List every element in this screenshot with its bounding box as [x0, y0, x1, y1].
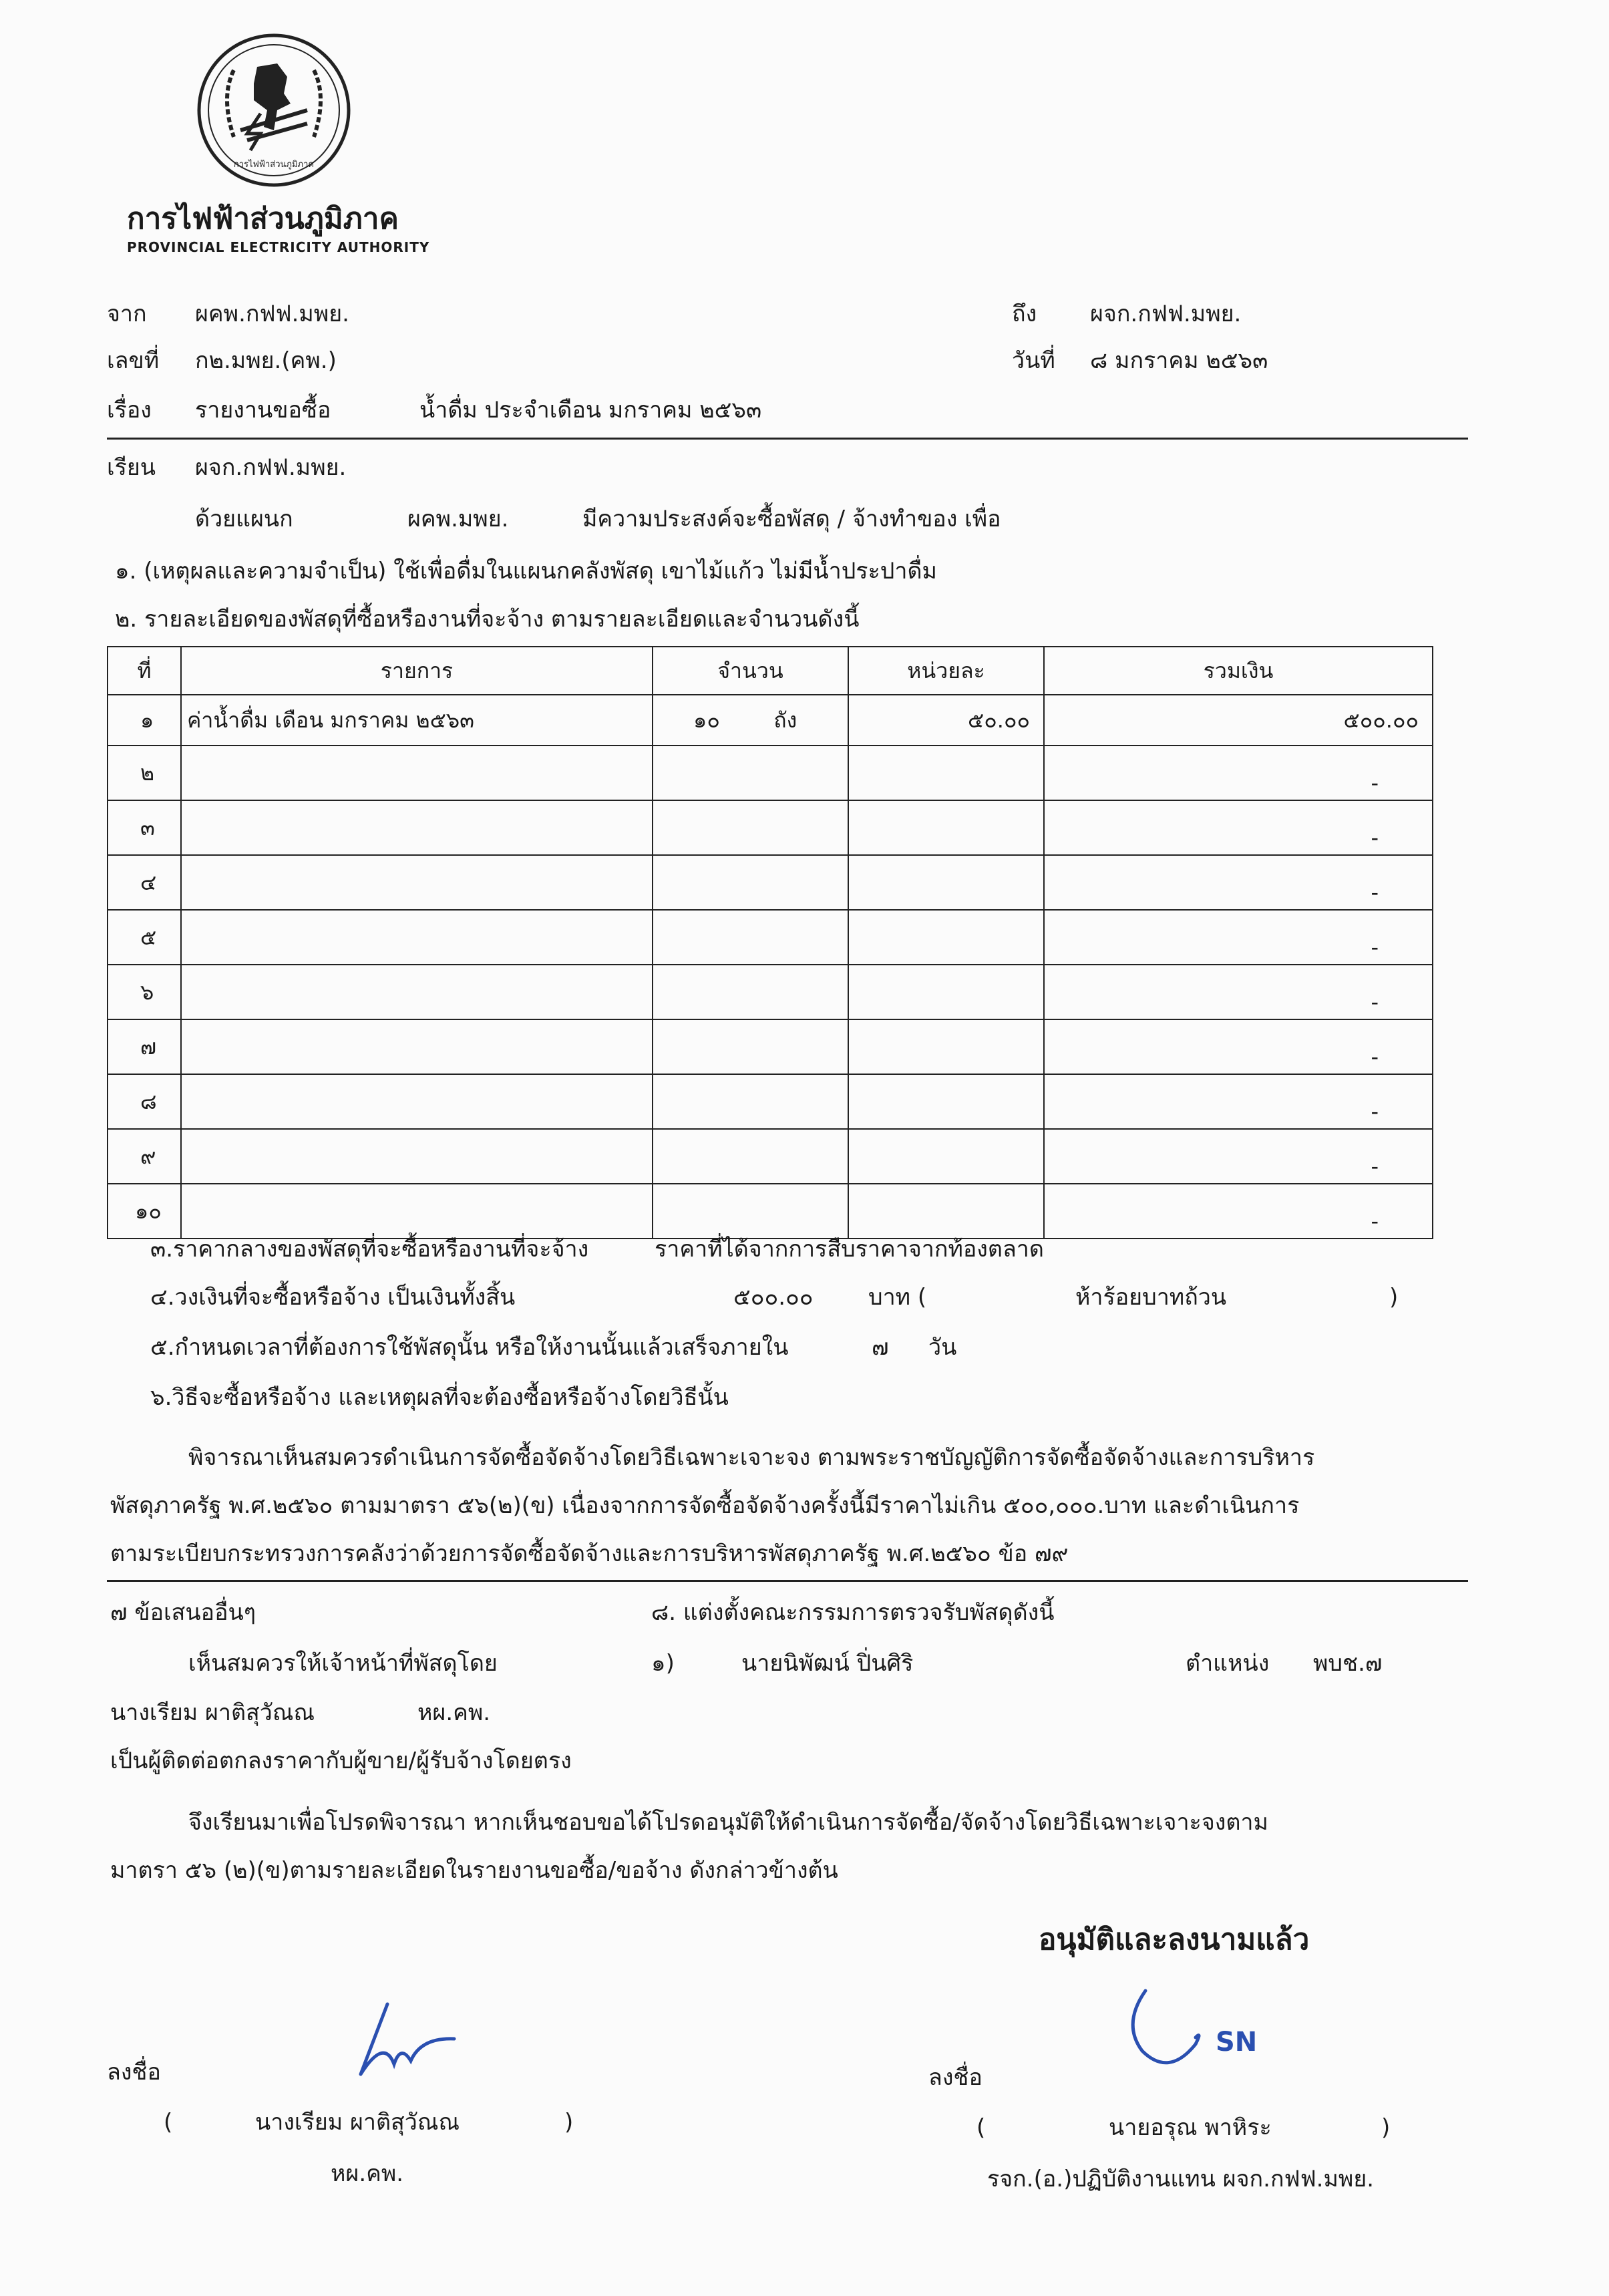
method-line-3: ตามระเบียบกระทรวงการคลังว่าด้วยการจัดซื้อจัดจ้างและการบริหารพัสดุภาครัฐ พ.ศ.๒๕๖๐ ข้อ ๗๙	[110, 1540, 1069, 1567]
row-qty	[653, 1074, 848, 1129]
row-qty	[653, 910, 848, 965]
committee-no: ๑)	[651, 1650, 675, 1677]
row-total: -	[1044, 746, 1433, 800]
closing-line-1: จึงเรียนมาเพื่อโปรดพิจารณา หากเห็นชอบขอได้โปรดอนุมัติให้ดำเนินการจัดซื้อ/จัดจ้างโดยวิธีเฉพาะเจาะจงตาม	[188, 1809, 1268, 1836]
row-qty	[653, 746, 848, 800]
section-rule	[107, 1580, 1468, 1582]
from-value: ผคพ.กฟฟ.มพย.	[195, 301, 349, 327]
date-label: วันที่	[1012, 347, 1055, 374]
seal-text: การไฟฟ้าส่วนภูมิภาค	[233, 160, 315, 170]
deadline-days: ๗	[872, 1334, 889, 1361]
row-no: ๑๐	[108, 1184, 181, 1239]
row-qty	[653, 800, 848, 855]
left-sign-close: )	[564, 2109, 574, 2136]
committee-position-value: พบช.๗	[1313, 1650, 1383, 1677]
row-unit-price	[848, 855, 1044, 910]
row-total: ๕๐๐.๐๐	[1044, 695, 1433, 746]
method-label: ๖.วิธีจะซื้อหรือจ้าง และเหตุผลที่จะต้องซื้อหรือจ้างโดยวิธีนั้น	[150, 1384, 729, 1411]
row-item	[181, 910, 653, 965]
method-line-2: พัสดุภาครัฐ พ.ศ.๒๕๖๐ ตามมาตรา ๕๖(๒)(ข) เนื่องจากการจัดซื้อจัดจ้างครั้งนี้มีราคาไม่เกิน ๕๐๐,๐๐๐.บาท และดำเนินการ	[110, 1492, 1300, 1519]
row-no: ๘	[108, 1074, 181, 1129]
org-name-thai: การไฟฟ้าส่วนภูมิภาค	[127, 202, 399, 236]
col-header-unit-price: หน่วยละ	[848, 647, 1044, 695]
method-line-1: พิจารณาเห็นสมควรดำเนินการจัดซื้อจัดจ้างโดยวิธีเฉพาะเจาะจง ตามพระราชบัญญัติการจัดซื้อจัดจ้างและการบริหาร	[188, 1444, 1315, 1471]
proposal-officer-name: นางเรียม ผาติสุวัณณ	[110, 1699, 315, 1726]
left-signature	[347, 1997, 468, 2084]
row-no: ๗	[108, 1019, 181, 1074]
row-unit-price: ๕๐.๐๐	[848, 695, 1044, 746]
row-total: -	[1044, 1019, 1433, 1074]
row-no: ๔	[108, 855, 181, 910]
dear-value: ผจก.กฟฟ.มพย.	[195, 454, 347, 481]
right-sign-close: )	[1381, 2114, 1391, 2141]
subject-detail: น้ำดื่ม ประจำเดือน มกราคม ๒๕๖๓	[419, 397, 762, 424]
row-qty	[653, 1184, 848, 1239]
subject-value: รายงานขอซื้อ	[195, 397, 331, 424]
table-row	[108, 1019, 1433, 1074]
median-price-label: ๓.ราคากลางของพัสดุที่จะซื้อหรืองานที่จะจ้าง	[150, 1236, 589, 1263]
doc-no-value: ก๒.มพย.(คพ.)	[195, 347, 337, 374]
row-qty	[653, 1019, 848, 1074]
org-name-english: PROVINCIAL ELECTRICITY AUTHORITY	[127, 239, 430, 255]
doc-no-label: เลขที่	[107, 347, 160, 374]
col-header-total: รวมเงิน	[1044, 647, 1433, 695]
table-row	[108, 800, 1433, 855]
from-label: จาก	[107, 301, 147, 327]
row-item	[181, 1129, 653, 1184]
right-sign-open: (	[976, 2114, 986, 2141]
header-rule	[107, 438, 1468, 440]
col-header-item: รายการ	[181, 647, 653, 695]
budget-label: ๔.วงเงินที่จะซื้อหรือจ้าง เป็นเงินทั้งสิ้น	[150, 1284, 516, 1311]
row-qty-unit: ถัง	[773, 707, 797, 733]
row-qty	[653, 965, 848, 1019]
approved-heading: อนุมัติและลงนามแล้ว	[1039, 1923, 1310, 1957]
budget-words: ห้าร้อยบาทถ้วน	[1075, 1284, 1227, 1311]
row-unit-price	[848, 746, 1044, 800]
row-total: -	[1044, 1074, 1433, 1129]
row-qty	[653, 695, 848, 746]
pea-seal-logo	[194, 30, 354, 190]
to-value: ผจก.กฟฟ.มพย.	[1090, 301, 1242, 327]
row-no: ๖	[108, 965, 181, 1019]
row-unit-price	[848, 965, 1044, 1019]
right-sign-label: ลงชื่อ	[928, 2064, 982, 2091]
row-item	[181, 1074, 653, 1129]
proposal-line-3: เป็นผู้ติดต่อตกลงราคากับผู้ขาย/ผู้รับจ้างโดยตรง	[110, 1748, 572, 1774]
items-table	[107, 646, 1433, 1239]
row-unit-price	[848, 1074, 1044, 1129]
row-no: ๓	[108, 800, 181, 855]
row-unit-price	[848, 1184, 1044, 1239]
table-row	[108, 1184, 1433, 1239]
row-qty	[653, 855, 848, 910]
table-row	[108, 1129, 1433, 1184]
row-unit-price	[848, 800, 1044, 855]
row-item: ค่าน้ำดื่ม เดือน มกราคม ๒๕๖๓	[181, 695, 653, 746]
table-row	[108, 855, 1433, 910]
row-no: ๒	[108, 746, 181, 800]
right-sign-name: นายอรุณ พาหิระ	[1109, 2114, 1272, 2141]
budget-baht-open: บาท (	[868, 1284, 927, 1311]
table-row	[108, 695, 1433, 746]
row-total: -	[1044, 910, 1433, 965]
col-header-no: ที่	[108, 647, 181, 695]
dept-value: ผคพ.มพย.	[407, 506, 509, 532]
row-total: -	[1044, 1129, 1433, 1184]
deadline-unit: วัน	[928, 1334, 957, 1361]
row-total: -	[1044, 855, 1433, 910]
row-qty	[653, 1129, 848, 1184]
to-label: ถึง	[1012, 301, 1037, 327]
median-price-value: ราคาที่ได้จากการสืบราคาจากท้องตลาด	[655, 1236, 1044, 1263]
table-header-row	[108, 647, 1433, 695]
committee-position-label: ตำแหน่ง	[1186, 1650, 1270, 1677]
col-header-qty: จำนวน	[653, 647, 848, 695]
left-sign-label: ลงชื่อ	[107, 2059, 161, 2086]
table-row	[108, 910, 1433, 965]
subject-label: เรื่อง	[107, 397, 152, 424]
row-item	[181, 800, 653, 855]
row-no: ๙	[108, 1129, 181, 1184]
table-row	[108, 746, 1433, 800]
committee-label: ๘. แต่งตั้งคณะกรรมการตรวจรับพัสดุดังนี้	[651, 1599, 1055, 1626]
other-proposal-label: ๗ ข้อเสนออื่นๆ	[110, 1599, 256, 1626]
budget-close: )	[1389, 1284, 1399, 1311]
row-total: -	[1044, 1184, 1433, 1239]
row-item	[181, 855, 653, 910]
left-sign-open: (	[164, 2109, 173, 2136]
budget-amount: ๕๐๐.๐๐	[733, 1284, 814, 1311]
dear-label: เรียน	[107, 454, 156, 481]
left-sign-title: หผ.คพ.	[331, 2160, 404, 2187]
row-item	[181, 965, 653, 1019]
row-unit-price	[848, 1129, 1044, 1184]
table-row	[108, 1074, 1433, 1129]
row-item	[181, 1184, 653, 1239]
committee-name: นายนิพัฒน์ ปิ่นศิริ	[741, 1650, 914, 1677]
row-total: -	[1044, 965, 1433, 1019]
row-total: -	[1044, 800, 1433, 855]
details-line: ๒. รายละเอียดของพัสดุที่ซื้อหรืองานที่จะจ้าง ตามรายละเอียดและจำนวนดังนี้	[115, 606, 860, 633]
proposal-officer-position: หผ.คพ.	[417, 1699, 491, 1726]
row-item	[181, 1019, 653, 1074]
row-item	[181, 746, 653, 800]
row-no: ๑	[108, 695, 181, 746]
row-qty-value: ๑๐	[693, 707, 720, 733]
row-unit-price	[848, 1019, 1044, 1074]
right-sign-title: รจก.(อ.)ปฏิบัติงานแทน ผจก.กฟฟ.มพย.	[987, 2166, 1375, 2192]
dept-label: ด้วยแผนก	[195, 506, 293, 532]
dept-purpose: มีความประสงค์จะซื้อพัสดุ / จ้างทำของ เพื่อ	[582, 506, 1001, 532]
row-no: ๕	[108, 910, 181, 965]
row-unit-price	[848, 910, 1044, 965]
date-value: ๘ มกราคม ๒๕๖๓	[1090, 347, 1268, 374]
right-signature-initials: SN	[1216, 2027, 1258, 2058]
right-signature	[1122, 1977, 1282, 2084]
left-sign-name: นางเรียม ผาติสุวัณณ	[255, 2109, 460, 2136]
proposal-line-1: เห็นสมควรให้เจ้าหน้าที่พัสดุโดย	[188, 1650, 498, 1677]
deadline-label: ๕.กำหนดเวลาที่ต้องการใช้พัสดุนั้น หรือให้งานนั้นแล้วเสร็จภายใน	[150, 1334, 789, 1361]
table-row	[108, 965, 1433, 1019]
reason-line: ๑. (เหตุผลและความจำเป็น) ใช้เพื่อดื่มในแผนกคลังพัสดุ เขาไม้แก้ว ไม่มีน้ำประปาดื่ม	[115, 558, 937, 585]
closing-line-2: มาตรา ๕๖ (๒)(ข)ตามรายละเอียดในรายงานขอซื้อ/ขอจ้าง ดังกล่าวข้างต้น	[110, 1857, 838, 1884]
